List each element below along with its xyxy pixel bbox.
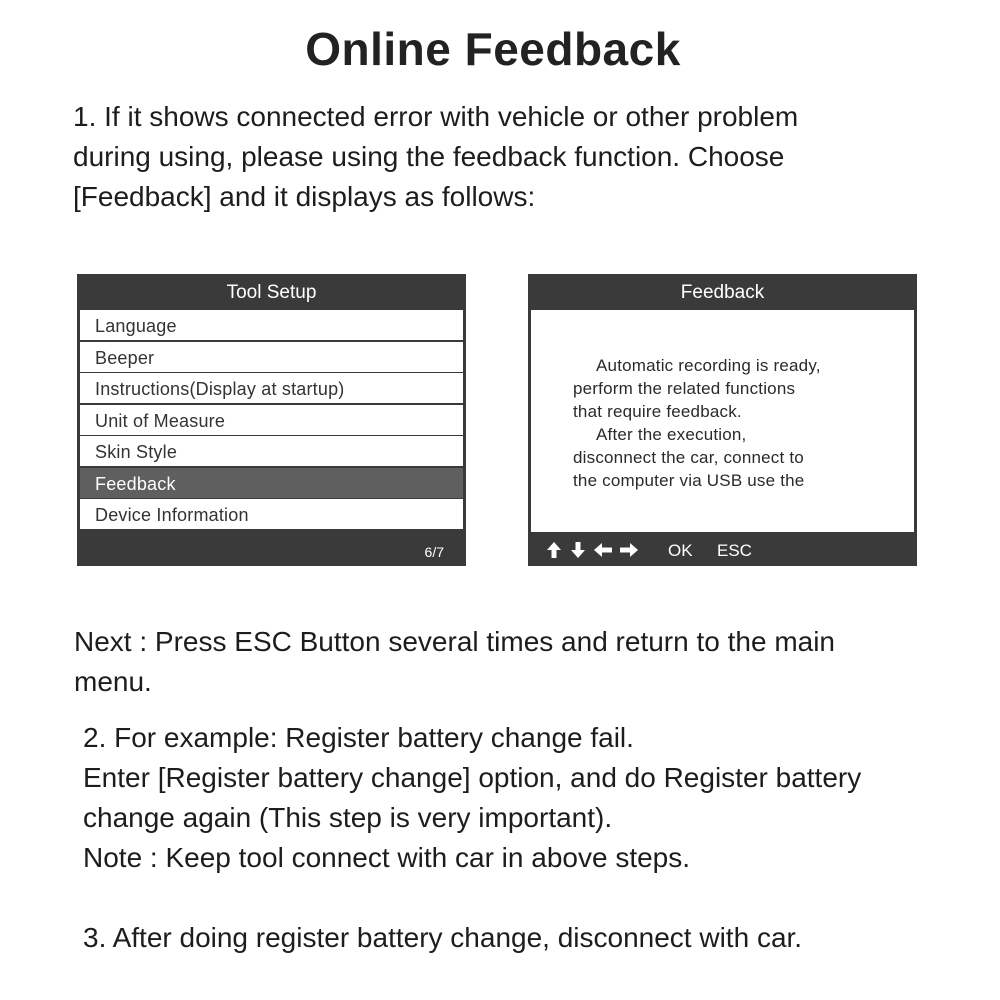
feedback-line: the computer via USB use the (573, 471, 805, 490)
step2-line: Note : Keep tool connect with car in above steps. (83, 842, 691, 873)
feedback-message (573, 354, 821, 492)
feedback-line: disconnect the car, connect to (573, 448, 804, 467)
step2-line: change again (This step is very important). (83, 802, 613, 833)
feedback-footer (528, 534, 917, 566)
feedback-line: After the execution, (596, 425, 747, 444)
step2-line: Enter [Register battery change] option, and do Register battery (83, 762, 862, 793)
menu-item-beeper[interactable]: Beeper (80, 342, 463, 372)
step3-line: 3. After doing register battery change, disconnect with car. (83, 922, 803, 953)
menu-item-skin-style[interactable]: Skin Style (80, 436, 463, 466)
arrow-left-icon[interactable] (592, 540, 614, 560)
feedback-screen (528, 274, 917, 566)
page-title: Online Feedback (305, 23, 681, 75)
next-line: menu. (74, 666, 152, 697)
feedback-message-area (531, 310, 914, 532)
esc-button[interactable]: ESC (717, 541, 752, 560)
tool-setup-menu (80, 310, 463, 531)
arrow-up-icon[interactable] (544, 540, 564, 560)
feedback-header: Feedback (680, 282, 765, 303)
menu-item-language[interactable]: Language (80, 310, 463, 340)
step2-paragraph (83, 718, 861, 878)
feedback-line: Automatic recording is ready, (596, 356, 821, 375)
menu-item-instructions[interactable]: Instructions(Display at startup) (80, 373, 463, 403)
nav-arrows (544, 540, 640, 560)
ok-button[interactable]: OK (668, 541, 693, 560)
feedback-line: perform the related functions (573, 379, 796, 398)
menu-item-feedback[interactable]: Feedback (80, 468, 463, 498)
intro-paragraph (73, 97, 798, 217)
arrow-down-icon[interactable] (568, 540, 588, 560)
page-indicator: 6/7 (424, 544, 444, 560)
next-paragraph (74, 622, 835, 702)
tool-setup-screen (77, 274, 466, 566)
next-line: Next : Press ESC Button several times and return to the main (74, 626, 836, 657)
menu-item-unit-of-measure[interactable]: Unit of Measure (80, 405, 463, 435)
intro-line: during using, please using the feedback function. Choose (73, 141, 785, 172)
tool-setup-header: Tool Setup (226, 282, 317, 303)
intro-line: 1. If it shows connected error with vehicle or other problem (73, 101, 799, 132)
step2-line: 2. For example: Register battery change fail. (83, 722, 634, 753)
intro-line: [Feedback] and it displays as follows: (73, 181, 536, 212)
menu-item-device-information[interactable]: Device Information (80, 499, 463, 529)
arrow-right-icon[interactable] (618, 540, 640, 560)
feedback-line: that require feedback. (573, 402, 742, 421)
step3-paragraph (83, 918, 802, 958)
